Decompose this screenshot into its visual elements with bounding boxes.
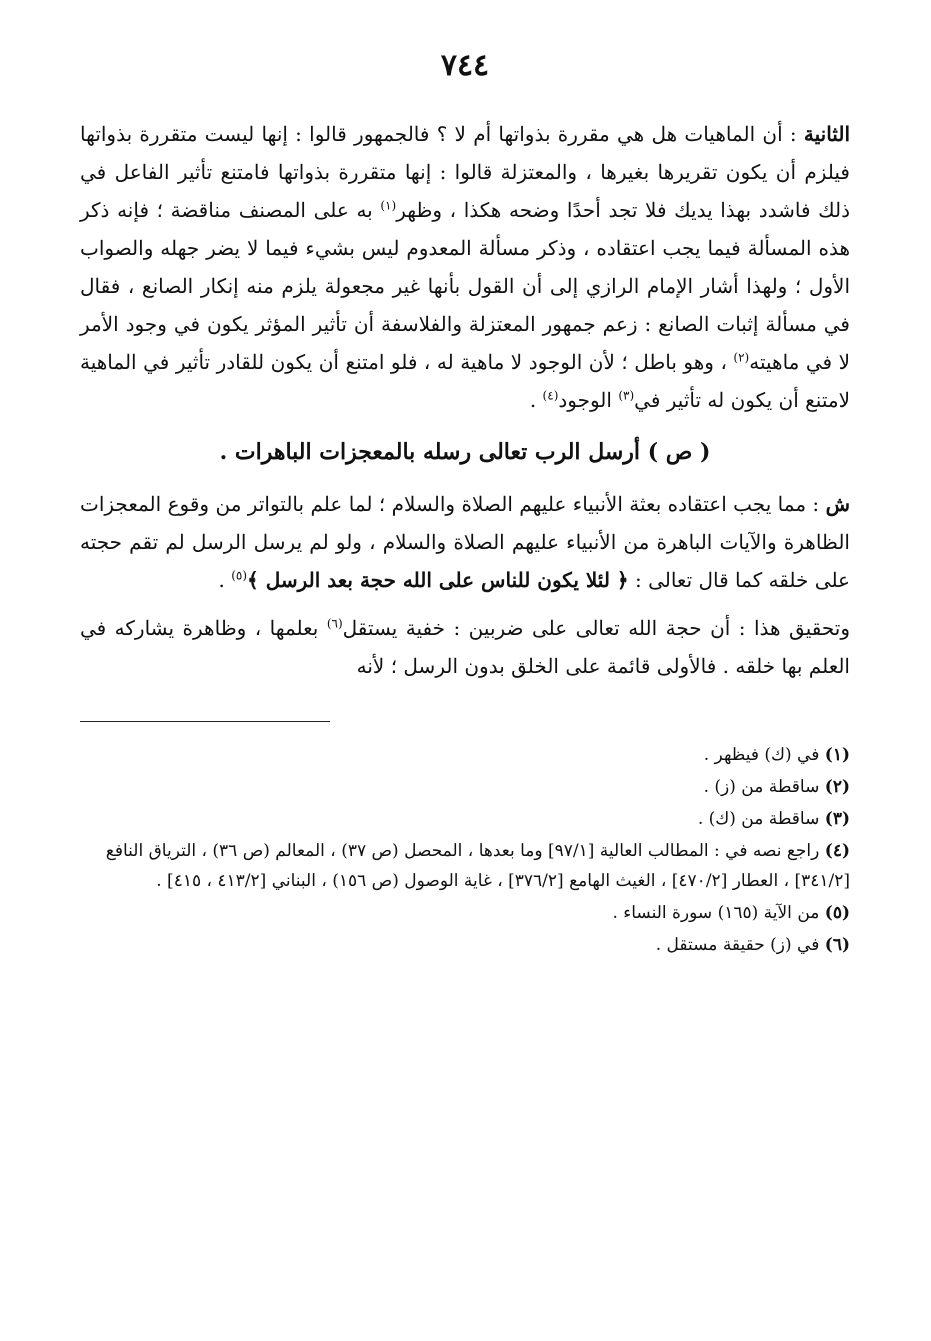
quran-verse: ﴿ لئلا يكون للناس على الله حجة بعد الرسل ﴾ <box>247 568 629 592</box>
footnote-number: (٥) <box>824 903 850 923</box>
footnote-number: (٣) <box>824 809 850 829</box>
footnote-item <box>80 804 850 834</box>
footnote-number: (٢) <box>824 777 850 797</box>
footnote-divider <box>80 721 330 722</box>
paragraph-text: بعلمها ، وظاهرة يشاركه في العلم بها خلقه . فالأولى قائمة على الخلق بدون الرسل ؛ لأنه <box>80 616 850 678</box>
footnote-text: ساقطة من (ك) . <box>697 809 825 829</box>
paragraph-text: . <box>529 388 543 412</box>
footnote-text: في (ز) حقيقة مستقل . <box>655 935 825 955</box>
footnotes-list <box>80 740 850 960</box>
footnote-item <box>80 740 850 770</box>
footnote-text: راجع نصه في : المطالب العالية [٩٧/١] وما بعدها ، المحصل (ص ٣٧) ، المعالم (ص ٣٦) ، الترياق النافع [٣٤١/٢] ، العطار [٤٧٠/٢] ، الغيث الهامع [٣٧٦/٢] ، غاية الوصول (ص ١٥٦) ، البناني [٤١٣/٢ ، ٤١٥] . <box>105 841 850 891</box>
paragraph-text: ، وهو باطل ؛ لأن الوجود لا ماهية له ، فلو امتنع أن يكون للقادر تأثير في الماهية لامتنع أن يكون له تأثير في <box>80 350 850 412</box>
footnote-number: (٦) <box>824 935 850 955</box>
footnote-item <box>80 836 850 896</box>
book-page <box>80 48 850 962</box>
page-number: ٧٤٤ <box>440 48 490 83</box>
paragraph-text: : أن الماهيات هل هي مقررة بذواتها أم لا ؟ فالجمهور قالوا : إنها ليست متقررة بذواتها فيلزم أن يكون تقريرها بغيرها ، والمعتزلة قالوا : إنها متقررة بذواتها فامتنع تأثير الفاعل في ذلك فاشدد بهذا يديك فلا تجد أحدًا وضحه هكذا ، وظهر <box>80 122 850 222</box>
footnote-ref: (٣) <box>618 388 635 403</box>
footnote-text: ساقطة من (ز) . <box>703 777 825 797</box>
paragraph-commentary <box>80 485 850 599</box>
paragraph-text: : مما يجب اعتقاده بعثة الأنبياء عليهم الصلاة والسلام ؛ لما علم بالتواتر من وقوع المعجزات الظاهرة والآيات الباهرة من الأنبياء عليهم الصلاة والسلام ، ولو لم يرسل الرسل لم تقم حجته على خلقه كما قال تعالى : <box>80 492 850 592</box>
footnote-item <box>80 772 850 802</box>
paragraph-second-issue <box>80 115 850 419</box>
paragraph-text: الوجود <box>558 388 619 412</box>
paragraph-text: . <box>218 568 232 592</box>
footnote-item <box>80 930 850 960</box>
footnote-ref: (٢) <box>733 350 750 365</box>
footnote-number: (١) <box>824 745 850 765</box>
paragraph-verification <box>80 609 850 685</box>
paragraph-lead-word: الثانية <box>803 122 850 146</box>
paragraph-lead-word: ش <box>825 492 850 516</box>
footnote-text: في (ك) فيظهر . <box>703 745 825 765</box>
footnote-item <box>80 898 850 928</box>
footnote-number: (٤) <box>824 841 850 861</box>
footnote-ref: (٤) <box>542 388 559 403</box>
footnote-text: من الآية (١٦٥) سورة النساء . <box>612 903 825 923</box>
footnote-ref: (٥) <box>231 568 248 583</box>
section-heading: ( ص ) أرسل الرب تعالى رسله بالمعجزات الباهرات . <box>219 439 711 465</box>
footnote-ref: (١) <box>380 198 397 213</box>
paragraph-text: به على المصنف مناقضة ؛ فإنه ذكر هذه المسألة فيما يجب اعتقاده ، وذكر مسألة المعدوم ليس بشيء فيما لا يضر جهله والصواب الأول ؛ ولهذا أشار الإمام الرازي إلى أن القول بأنها غير مجعولة يلزم منه إنكار الصانع ، فقال في مسألة إثبات الصانع : زعم جمهور المعتزلة والفلاسفة أن تأثير المؤثر يكون في وجود الأمر لا في ماهيته <box>80 198 851 374</box>
paragraph-text: وتحقيق هذا : أن حجة الله تعالى على ضربين : خفية يستقل <box>342 616 851 640</box>
footnote-ref: (٦) <box>326 616 343 631</box>
